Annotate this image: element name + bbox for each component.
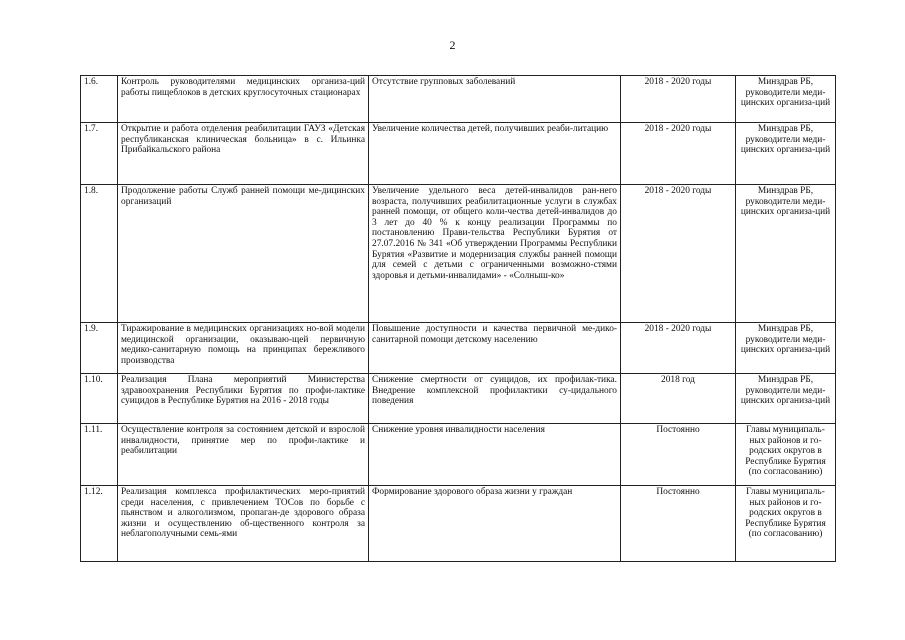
row-number: 1.8.: [81, 185, 118, 323]
row-number: 1.9.: [81, 323, 118, 374]
result-cell: Снижение смертности от суицидов, их профилак-тика. Внедрение комплексной профилактики су-цидального поведения: [369, 374, 621, 424]
activity-cell: Открытие и работа отделения реабилитации ГАУЗ «Детская республиканская клиническая больница» в с. Ильинка Прибайкальского района: [118, 123, 369, 185]
activities-table: [80, 75, 836, 562]
activity-cell: Осуществление контроля за состоянием детской и взрослой инвалидности, принятие мер по профи-лактике и реабилитации: [118, 424, 369, 486]
responsible-cell: Минздрав РБ, руководители меди-цинских организа-ций: [736, 323, 836, 374]
activity-cell: Реализация комплекса профилактических меро-приятий среди населения, с привлечением ТОСов по борьбе с пьянством и алкоголизмом, пропаган-де здорового образа жизни и осуществлению об-щественного контроля за неблагополучными семь-ями: [118, 486, 369, 562]
table-row: [81, 76, 836, 123]
activity-cell: Реализация Плана мероприятий Министерства здравоохранения Республики Бурятия по профи-лактике суицидов в Республике Бурятия на 2016 - 2018 годы: [118, 374, 369, 424]
result-cell: Увеличение удельного веса детей-инвалидов ран-него возраста, получивших реабилитационные услуги в службах ранней помощи, от общего коли-чества детей-инвалидов до 3 лет до 40 % к концу реализации Программы по постановлению Прави-тельства Республики Бурятия от 27.07.2016 № 341 «Об утверждении Программы Республики Бурятия «Развитие и модернизация службы ранней помощи для семей с детьми с ограниченными возможно-стями здоровья и детьми-инвалидами» - «Солныш-ко»: [369, 185, 621, 323]
responsible-cell: Минздрав РБ, руководители меди-цинских организа-ций: [736, 185, 836, 323]
activity-cell: Контроль руководителями медицинских организа-ций работы пищеблоков в детских круглосуточных стационарах: [118, 76, 369, 123]
row-number: 1.7.: [81, 123, 118, 185]
period-cell: 2018 год: [621, 374, 736, 424]
period-cell: Постоянно: [621, 486, 736, 562]
period-cell: 2018 - 2020 годы: [621, 123, 736, 185]
table-row: [81, 323, 836, 374]
period-cell: 2018 - 2020 годы: [621, 323, 736, 374]
result-cell: Формирование здорового образа жизни у граждан: [369, 486, 621, 562]
responsible-cell: Минздрав РБ, руководители меди-цинских организа-ций: [736, 123, 836, 185]
result-cell: Увеличение количества детей, получивших реаби-литацию: [369, 123, 621, 185]
activity-cell: Тиражирование в медицинских организациях но-вой модели медицинской организации, оказываю-щей первичную медико-санитарную помощь на принципах бережливого производства: [118, 323, 369, 374]
result-cell: Отсутствие групповых заболеваний: [369, 76, 621, 123]
result-cell: Повышение доступности и качества первичной ме-дико-санитарной помощи детскому населению: [369, 323, 621, 374]
table-row: [81, 123, 836, 185]
responsible-cell: Главы муниципаль-ных районов и го-родских округов в Республике Бурятия (по согласованию): [736, 486, 836, 562]
result-cell: Снижение уровня инвалидности населения: [369, 424, 621, 486]
table-row: [81, 424, 836, 486]
row-number: 1.6.: [81, 76, 118, 123]
period-cell: Постоянно: [621, 424, 736, 486]
responsible-cell: Главы муниципаль-ных районов и го-родских округов в Республике Бурятия (по согласованию): [736, 424, 836, 486]
row-number: 1.12.: [81, 486, 118, 562]
activity-cell: Продолжение работы Служб ранней помощи ме-дицинских организаций: [118, 185, 369, 323]
table-row: [81, 374, 836, 424]
period-cell: 2018 - 2020 годы: [621, 185, 736, 323]
row-number: 1.11.: [81, 424, 118, 486]
period-cell: 2018 - 2020 годы: [621, 76, 736, 123]
page-number: 2: [449, 38, 456, 52]
row-number: 1.10.: [81, 374, 118, 424]
responsible-cell: Минздрав РБ, руководители меди-цинских организа-ций: [736, 76, 836, 123]
table-row: [81, 486, 836, 562]
table-row: [81, 185, 836, 323]
responsible-cell: Минздрав РБ, руководители меди-цинских организа-ций: [736, 374, 836, 424]
